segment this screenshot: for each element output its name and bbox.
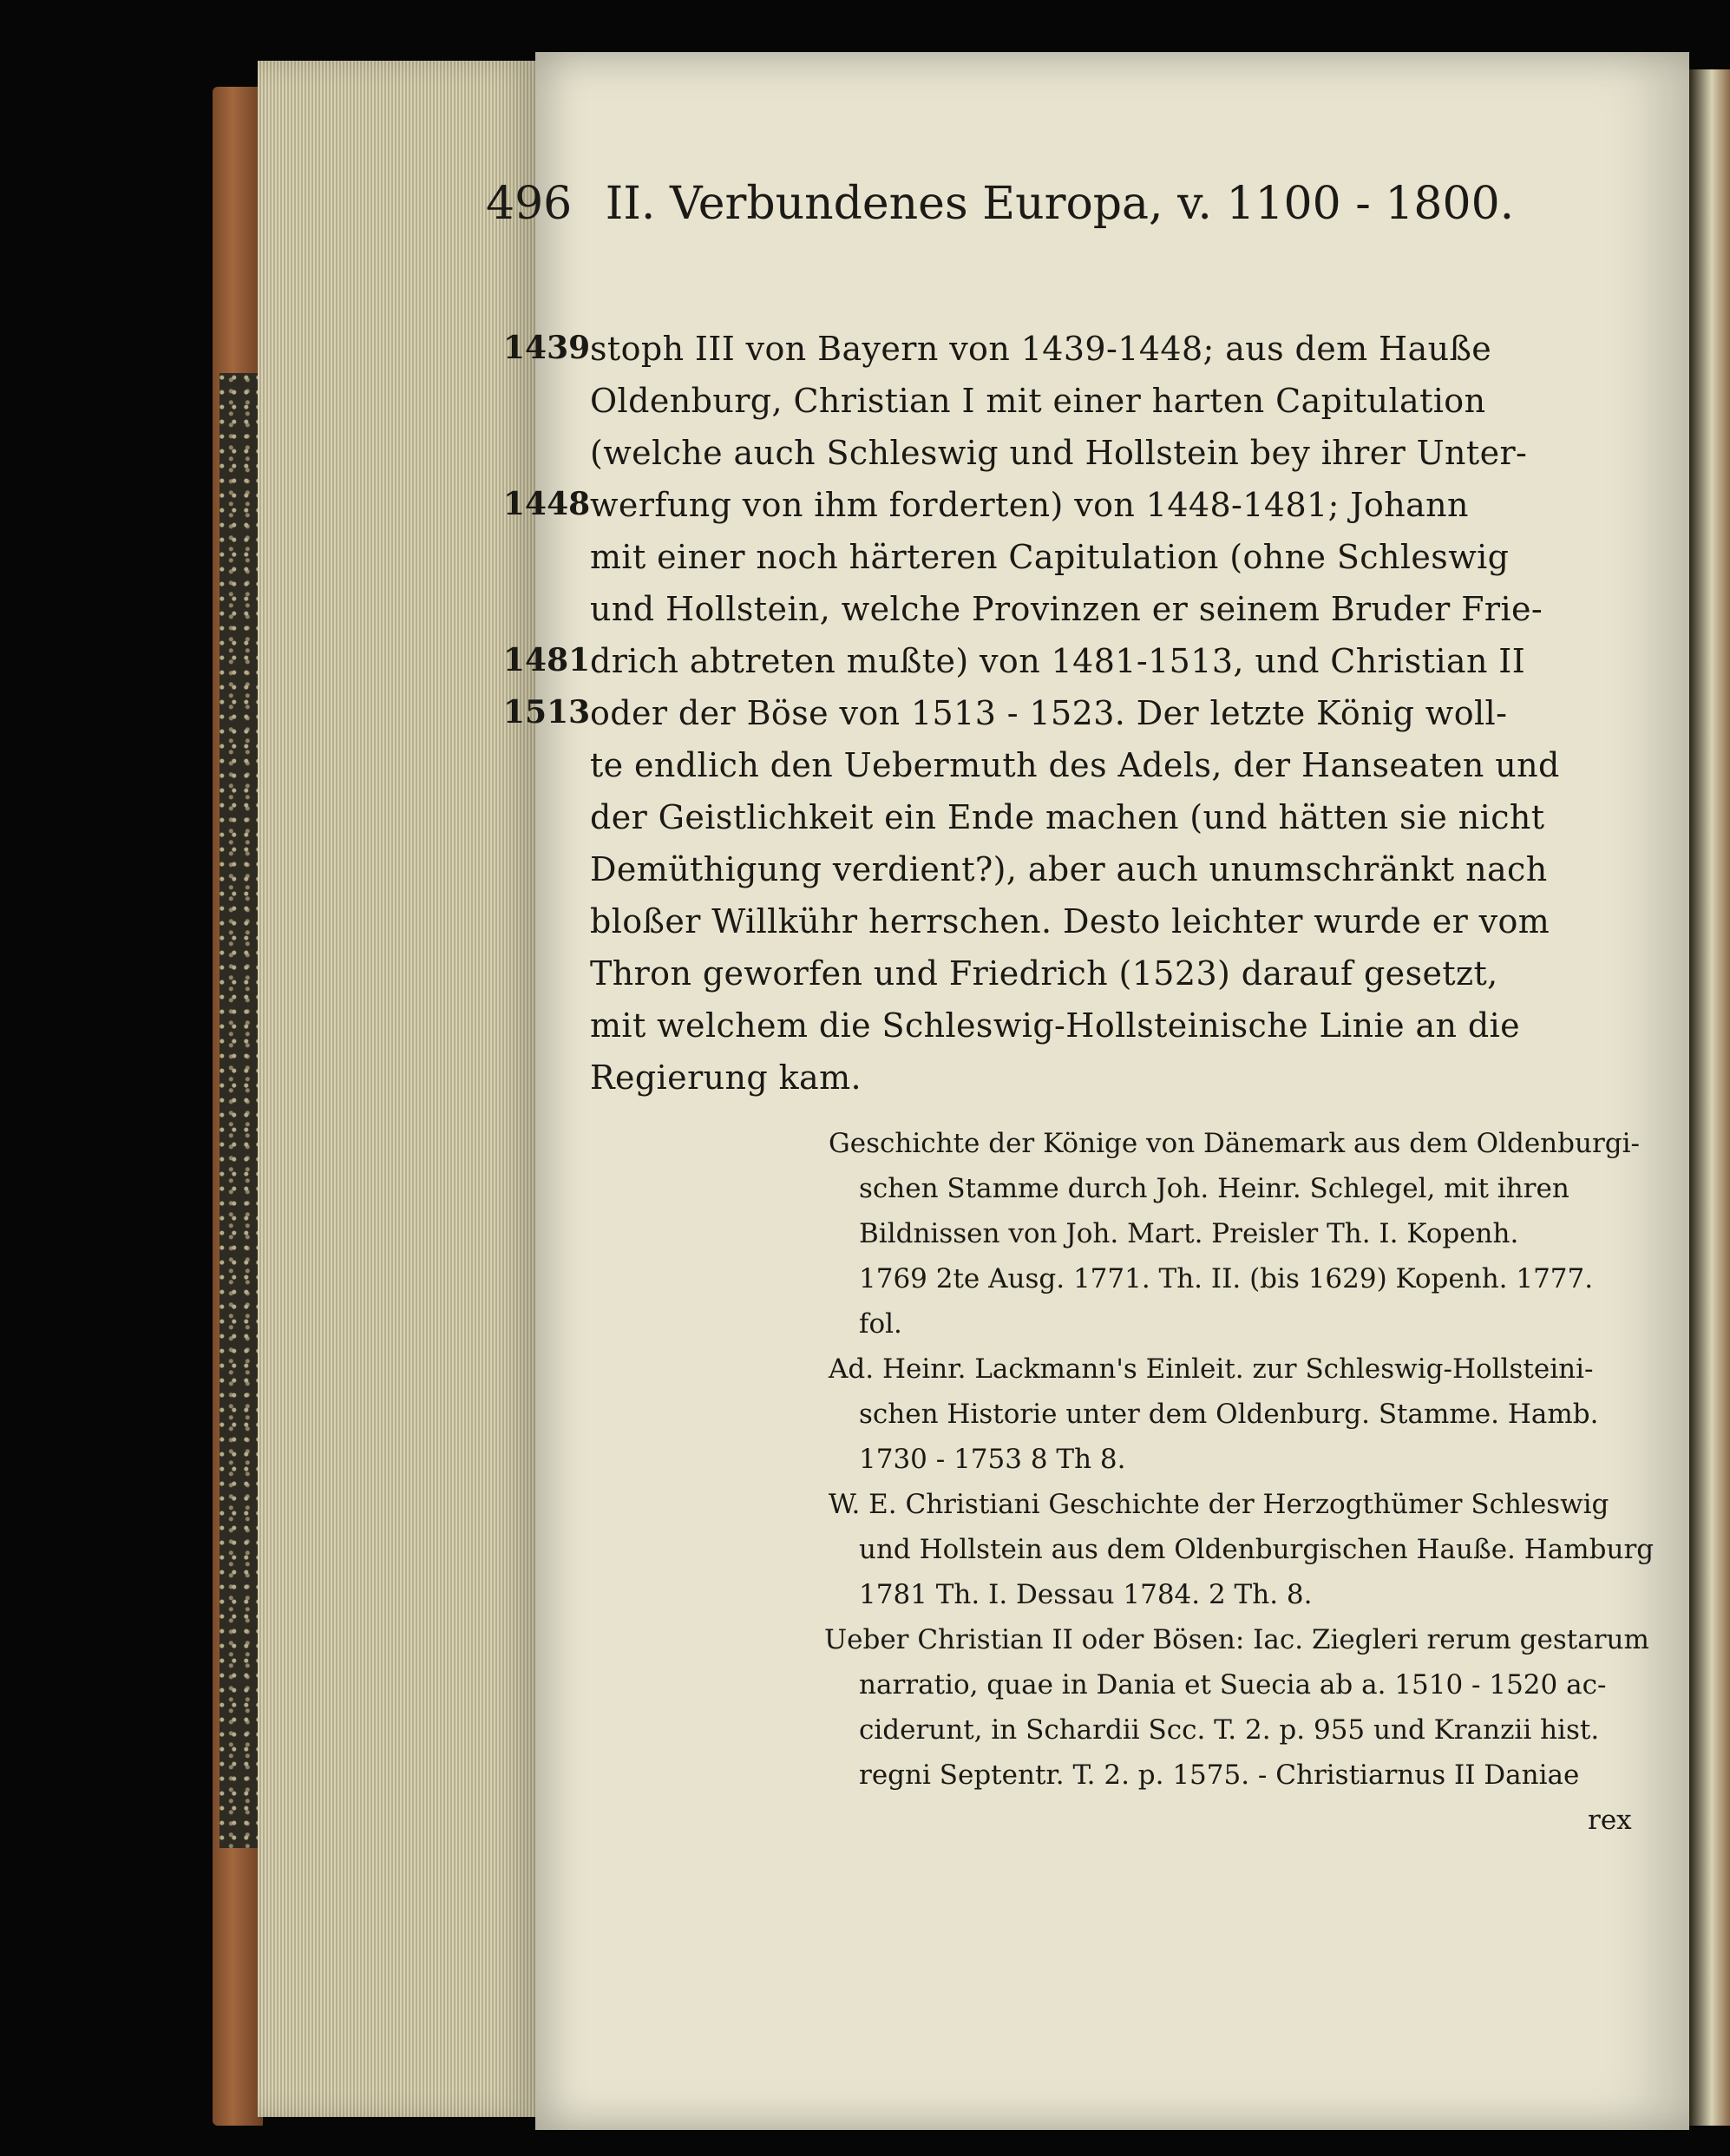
line-text: Oldenburg, Christian I mit einer harten Capitulation bbox=[590, 382, 1486, 420]
line-text: mit welchem die Schleswig-Hollsteinische Linie an die bbox=[590, 1006, 1521, 1045]
line-text: stoph III von Bayern von 1439-1448; aus dem Hauße bbox=[590, 330, 1492, 368]
line-text: Regierung kam. bbox=[590, 1058, 862, 1097]
margin-year: 1439 bbox=[503, 330, 591, 366]
running-title: II. Verbundenes Europa, v. 1100 - 1800. bbox=[605, 178, 1515, 230]
reference-text: W. E. Christiani Geschichte der Herzogthümer Schleswig bbox=[829, 1489, 1609, 1520]
line-text: bloßer Willkühr herrschen. Desto leichter wurde er vom bbox=[590, 902, 1550, 940]
reference-text: rex bbox=[1588, 1805, 1632, 1836]
reference-text: 1730 - 1753 8 Th 8. bbox=[859, 1444, 1126, 1475]
page-header bbox=[486, 178, 1514, 230]
line-text: Demüthigung verdient?), aber auch unumschränkt nach bbox=[590, 850, 1548, 888]
page-edges bbox=[258, 61, 535, 2117]
margin-year: 1481 bbox=[503, 642, 591, 678]
margin-year: 1448 bbox=[503, 486, 591, 522]
reference-text: und Hollstein aus dem Oldenburgischen Hauße. Hamburg bbox=[859, 1534, 1655, 1565]
reference-text: ciderunt, in Schardii Scc. T. 2. p. 955 und Kranzii hist. bbox=[859, 1714, 1600, 1746]
reference-text: Bildnissen von Joh. Mart. Preisler Th. I. Kopenh. bbox=[859, 1218, 1519, 1249]
line-text: mit einer noch härteren Capitulation (ohne Schleswig bbox=[590, 538, 1510, 576]
reference-text: Ueber Christian II oder Bösen: Iac. Ziegleri rerum gestarum bbox=[824, 1624, 1649, 1655]
line-text: drich abtreten mußte) von 1481-1513, und Christian II bbox=[590, 642, 1526, 680]
line-text: oder der Böse von 1513 - 1523. Der letzte König woll- bbox=[590, 694, 1508, 732]
reference-text: Geschichte der Könige von Dänemark aus dem Oldenburgi- bbox=[829, 1128, 1640, 1159]
reference-text: fol. bbox=[859, 1308, 902, 1340]
line-text: te endlich den Uebermuth des Adels, der Hanseaten und bbox=[590, 746, 1560, 784]
line-text: Thron geworfen und Friedrich (1523) darauf gesetzt, bbox=[590, 954, 1498, 993]
reference-text: narratio, quae in Dania et Suecia ab a. 1510 - 1520 ac- bbox=[859, 1669, 1607, 1701]
margin-year: 1513 bbox=[503, 694, 591, 731]
page-number: 496 bbox=[486, 178, 573, 230]
reference-text: Ad. Heinr. Lackmann's Einleit. zur Schleswig-Hollsteini- bbox=[829, 1353, 1594, 1385]
reference-text: 1769 2te Ausg. 1771. Th. II. (bis 1629) Kopenh. 1777. bbox=[859, 1263, 1594, 1294]
line-text: der Geistlichkeit ein Ende machen (und hätten sie nicht bbox=[590, 798, 1545, 836]
reference-text: regni Septentr. T. 2. p. 1575. - Christiarnus II Daniae bbox=[859, 1760, 1580, 1791]
line-text: werfung von ihm forderten) von 1448-1481; Johann bbox=[590, 486, 1469, 524]
reference-text: schen Stamme durch Joh. Heinr. Schlegel, mit ihren bbox=[859, 1173, 1569, 1204]
page-gutter bbox=[1689, 69, 1730, 2126]
reference-text: 1781 Th. I. Dessau 1784. 2 Th. 8. bbox=[859, 1579, 1313, 1610]
line-text: (welche auch Schleswig und Hollstein bey ihrer Unter- bbox=[590, 434, 1528, 472]
line-text: und Hollstein, welche Provinzen er seinem Bruder Frie- bbox=[590, 590, 1543, 628]
reference-text: schen Historie unter dem Oldenburg. Stamme. Hamb. bbox=[859, 1399, 1599, 1430]
